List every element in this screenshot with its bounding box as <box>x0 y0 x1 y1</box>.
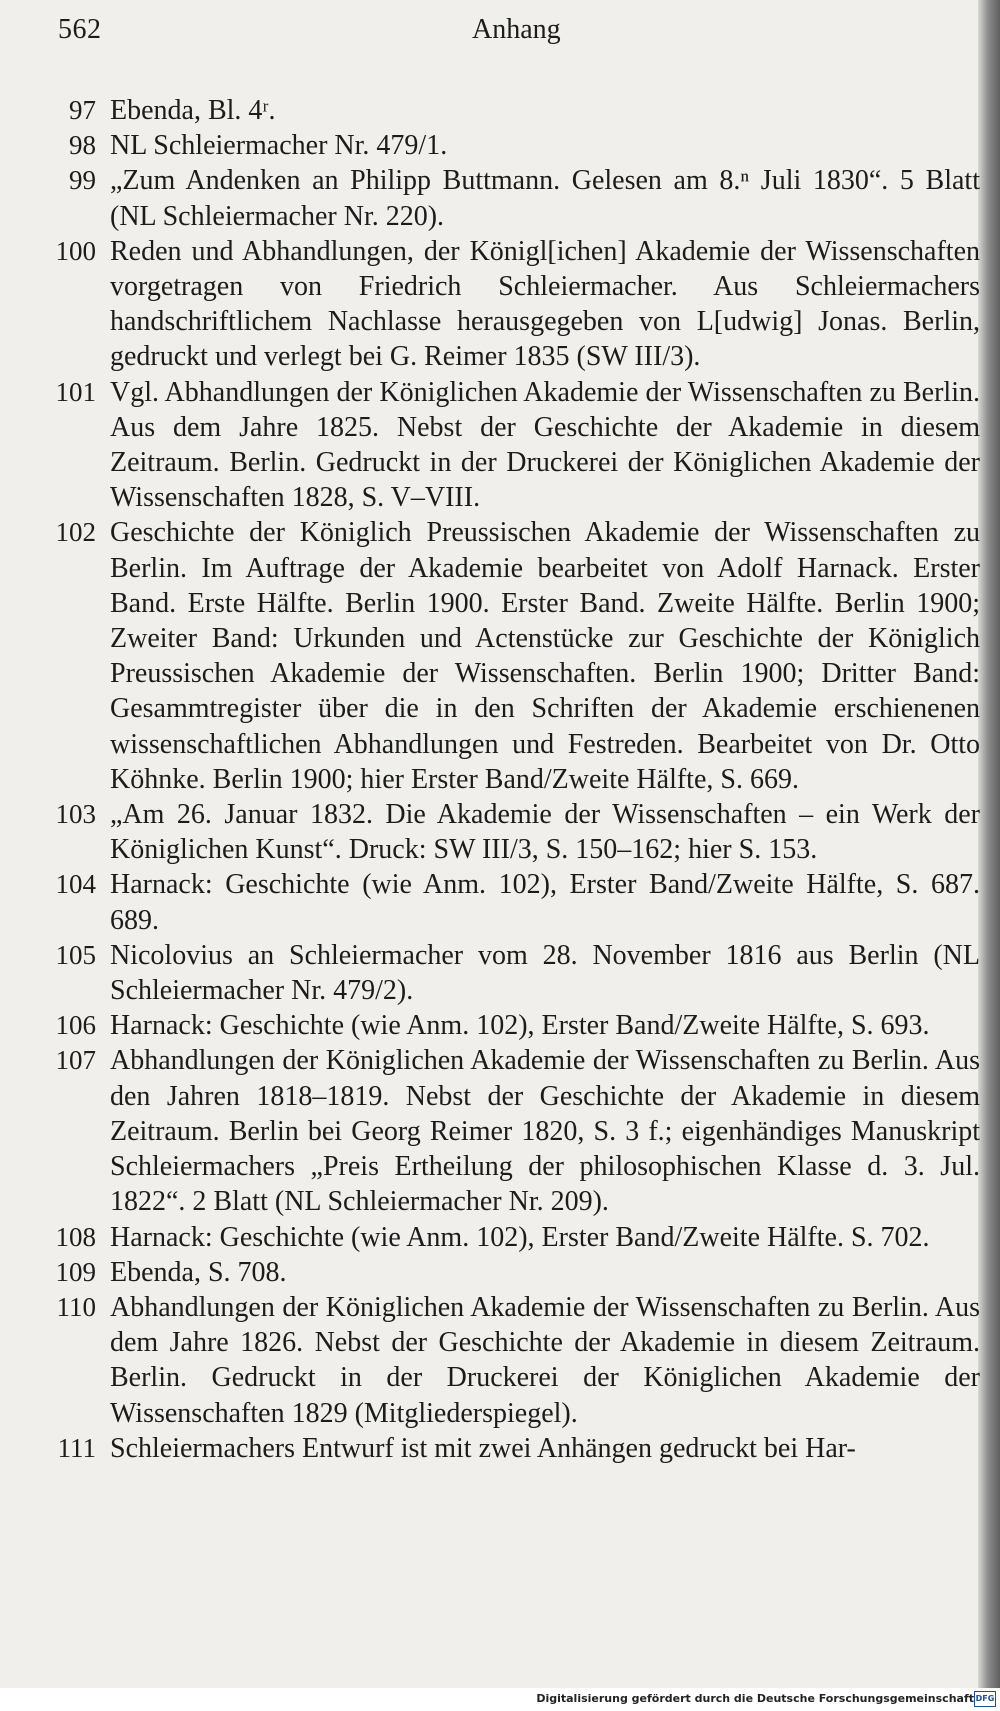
endnote <box>40 515 980 797</box>
endnote-number: 110 <box>56 1291 96 1322</box>
endnote <box>40 1220 980 1255</box>
endnote-text: Geschichte der Königlich Preussischen Akademie der Wissenschaften zu Berlin. Im Auftrage der Akademie bearbeitet von Adolf Harnack. Erster Band. Erste Hälfte. Berlin 1900. Erster Band. Zweite Hälfte. Berlin 1900; Zweiter Band: Urkunden und Actenstücke zur Geschichte der Königlich Preussischen Akademie der Wissenschaften. Berlin 1900; Dritter Band: Gesammtregister über die in den Schriften der Akademie erschienenen wissenschaftlichen Abhandlungen und Festreden. Bearbeitet von Dr. Otto Köhnke. Berlin 1900; hier Erster Band/Zweite Hälfte, S. 669. <box>110 517 980 795</box>
endnote-text: Nicolovius an Schleiermacher vom 28. November 1816 aus Berlin (NL Schleiermacher Nr. 479/2). <box>110 939 980 1007</box>
endnote <box>40 797 980 867</box>
endnote <box>40 938 980 1008</box>
endnotes-list <box>40 93 980 1466</box>
endnote <box>40 1043 980 1219</box>
digitization-credit: Digitalisierung gefördert durch die Deutsche Forschungsgemeinschaft <box>536 1692 974 1705</box>
running-head: Anhang <box>472 14 561 45</box>
endnote-text: NL Schleiermacher Nr. 479/1. <box>110 130 448 162</box>
endnote-text: Ebenda, S. 708. <box>110 1256 287 1288</box>
endnote-number: 108 <box>55 1221 96 1252</box>
endnote-number: 105 <box>55 939 96 970</box>
endnote <box>40 163 980 233</box>
endnote <box>40 1008 980 1043</box>
endnote-number: 98 <box>69 130 96 161</box>
endnote <box>40 1255 980 1290</box>
endnote-text: Harnack: Geschichte (wie Anm. 102), Erster Band/Zweite Hälfte, S. 687. 689. <box>110 869 980 936</box>
endnote-text: Abhandlungen der Königlichen Akademie der Wissenschaften zu Berlin. Aus den Jahren 1818–1819. Nebst der Geschichte der Akademie in diesem Zeitraum. Berlin bei Georg Reimer 1820, S. 3 f.; eigenhändiges Manuskript Schleiermachers „Preis Ertheilung der philosophischen Klasse d. 3. Jul. 1822“. 2 Blatt (NL Schleiermacher Nr. 209). <box>110 1045 980 1218</box>
endnote-number: 99 <box>69 165 96 196</box>
endnote-number: 103 <box>55 799 96 830</box>
endnote-number: 104 <box>55 869 96 900</box>
endnote-number: 107 <box>55 1045 96 1076</box>
endnote-text: „Zum Andenken an Philipp Buttmann. Gelesen am 8.ⁿ Juli 1830“. 5 Blatt (NL Schleiermacher Nr. 220). <box>110 165 980 232</box>
dfg-logo: DFG <box>974 1691 996 1707</box>
endnote-text: Ebenda, Bl. 4ʳ. <box>110 95 276 126</box>
endnote <box>40 1431 980 1466</box>
endnote-number: 111 <box>57 1432 96 1463</box>
endnote <box>40 128 980 163</box>
endnote <box>40 234 980 375</box>
endnote-number: 97 <box>69 95 96 125</box>
endnote-number: 101 <box>55 376 96 407</box>
endnote-text: „Am 26. Januar 1832. Die Akademie der Wissenschaften – ein Werk der Königlichen Kunst“. Druck: SW III/3, S. 150–162; hier S. 153. <box>110 799 980 866</box>
page-edge-shadow <box>978 0 1000 1711</box>
page-number: 562 <box>58 14 102 45</box>
endnote <box>40 1290 980 1431</box>
endnote <box>40 867 980 937</box>
endnote-number: 109 <box>55 1256 96 1287</box>
endnote <box>40 93 980 128</box>
endnote-text: Reden und Abhandlungen, der Königl[ichen] Akademie der Wissenschaften vorgetragen von Friedrich Schleiermacher. Aus Schleiermachers handschriftlichem Nachlasse herausgegeben von L[udwig] Jonas. Berlin, gedruckt und verlegt bei G. Reimer 1835 (SW III/3). <box>110 235 980 373</box>
endnote <box>40 375 980 516</box>
endnote-text: Abhandlungen der Königlichen Akademie der Wissenschaften zu Berlin. Aus dem Jahre 1826. Nebst der Geschichte der Akademie in diesem Zeitraum. Berlin. Gedruckt in der Druckerei der Königlichen Akademie der Wissenschaften 1829 (Mitgliederspiegel). <box>110 1291 980 1429</box>
endnote-number: 106 <box>55 1010 96 1041</box>
endnote-text: Harnack: Geschichte (wie Anm. 102), Erster Band/Zweite Hälfte, S. 693. <box>110 1010 930 1042</box>
endnote-text: Schleiermachers Entwurf ist mit zwei Anhängen gedruckt bei Har- <box>110 1432 856 1464</box>
endnote-text: Harnack: Geschichte (wie Anm. 102), Erster Band/Zweite Hälfte. S. 702. <box>110 1221 930 1253</box>
endnote-text: Vgl. Abhandlungen der Königlichen Akademie der Wissenschaften zu Berlin. Aus dem Jahre 1825. Nebst der Geschichte der Akademie in diesem Zeitraum. Berlin. Gedruckt in der Druckerei der Königlichen Akademie der Wissenschaften 1828, S. V–VIII. <box>110 376 980 514</box>
endnote-number: 100 <box>55 235 96 266</box>
endnote-number: 102 <box>55 517 96 548</box>
